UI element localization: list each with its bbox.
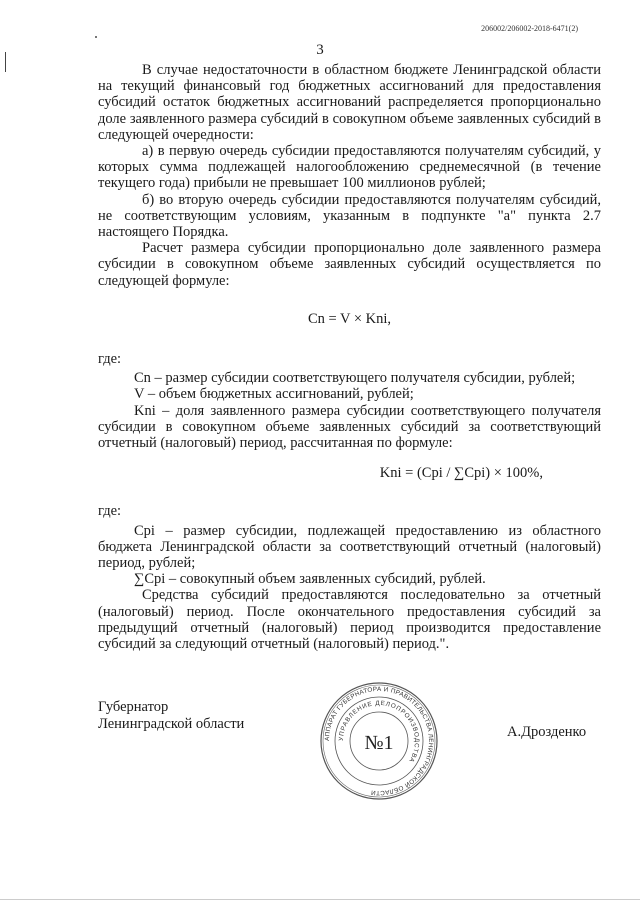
paragraph-insufficiency: В случае недостаточности в областном бюджете Ленинградской области на текущий финансовый год бюджетных ассигнований для предоставления субсидий остаток бюджетных ассигнований распределяется пропорционально доле заявленного размера субсидий в совокупном объеме заявленных субсидий в следующей очередности: bbox=[98, 62, 601, 143]
formula-kni: Kni = (Cpi / ∑Cpi) × 100%, bbox=[379, 465, 543, 482]
page-number: 3 bbox=[316, 42, 324, 58]
definition-v: V – объем бюджетных ассигнований, рублей; bbox=[134, 386, 414, 403]
paragraph-first-priority: а) в первую очередь субсидии предоставляются получателям субсидий, у которых сумма подлежащей налогообложению среднемесячной (в течение текущего года) прибыли не превышает 100 миллионов рублей; bbox=[98, 143, 601, 192]
definition-cpi: Cpi – размер субсидии, подлежащей предоставлению из областного бюджета Ленинградской области за соответствующий отчетный (налоговый) период, рублей; bbox=[98, 522, 601, 572]
formula-cn: Cn = V × Kni, bbox=[307, 310, 392, 327]
seal-inner-text: УПРАВЛЕНИЕ ДЕЛОПРОИЗВОДСТВА bbox=[337, 699, 421, 764]
signatory-title-line1: Губернатор bbox=[98, 699, 169, 715]
definition-kni: Kni – доля заявленного размера субсидии соответствующего получателя субсидии в совокупном объеме заявленных субсидий за соответствующий отчетный (налоговый) период, рассчитанная по формуле: bbox=[98, 402, 601, 452]
signatory-name: А.Дрозденко bbox=[507, 724, 587, 740]
scan-speck bbox=[95, 36, 97, 38]
scan-bottom-edge bbox=[0, 899, 640, 900]
definition-cn: Cn – размер субсидии соответствующего получателя субсидии, рублей; bbox=[134, 370, 576, 387]
where-label-2: где: bbox=[98, 503, 122, 520]
seal-number: №1 bbox=[364, 732, 394, 754]
document-id: 206002/206002-2018-6471(2) bbox=[481, 24, 578, 33]
definition-sum-cpi: ∑Cpi – совокупный объем заявленных субсидий, рублей. bbox=[134, 571, 486, 588]
signatory-title bbox=[98, 699, 244, 732]
paragraph-sequential: Средства субсидий предоставляются последовательно за отчетный (налоговый) период. После окончательного предоставления субсидий за предыдущий отчетный (налоговый) период производится предоставление субсидий за следующий отчетный (налоговый) период.". bbox=[98, 587, 601, 653]
document-body bbox=[98, 62, 601, 652]
seal-outer-text: АППАРАТ ГУБЕРНАТОРА И ПРАВИТЕЛЬСТВА ЛЕНИНГРАДСКОЙ ОБЛАСТИ bbox=[323, 685, 435, 797]
signatory-title-line2: Ленинградской области bbox=[98, 715, 245, 732]
where-label: где: bbox=[98, 351, 122, 368]
paragraph-second-priority: б) во вторую очередь субсидии предоставляются получателям субсидий, не соответствующим условиям, указанным в подпункте "а" пункта 2.7 настоящего Порядка. bbox=[98, 191, 601, 241]
official-seal bbox=[318, 680, 440, 802]
paragraph-calculation: Расчет размера субсидии пропорционально доле заявленного размера субсидии в совокупном объеме заявленных субсидий осуществляется по следующей формуле: bbox=[98, 240, 601, 289]
